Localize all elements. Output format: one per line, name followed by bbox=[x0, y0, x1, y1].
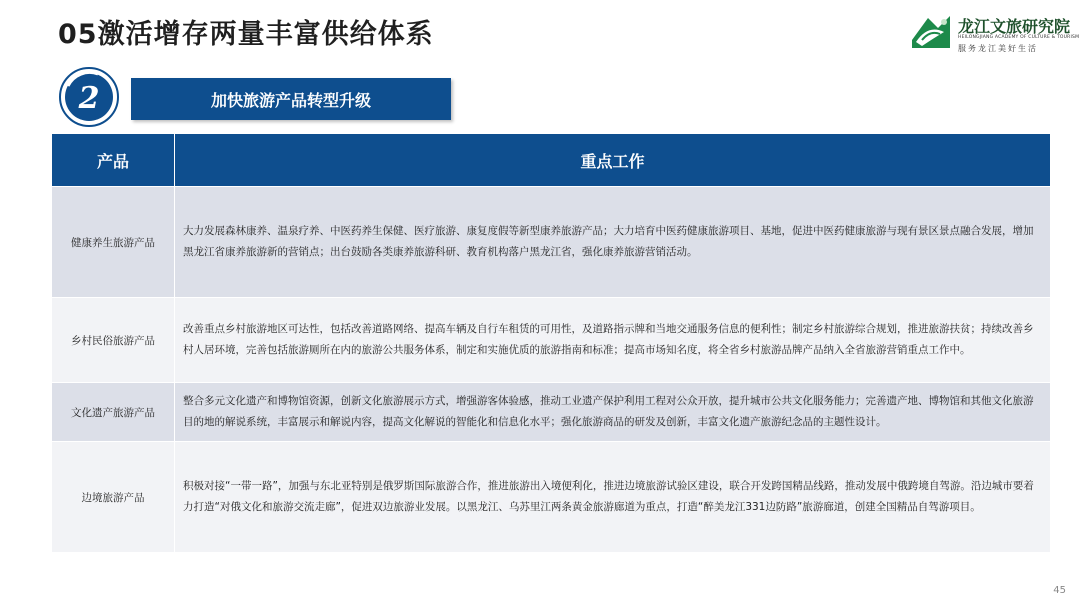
logo-name: 龙江文旅研究院 bbox=[958, 17, 1071, 36]
section-number-badge bbox=[58, 66, 120, 128]
row-focus: 整合多元文化遗产和博物馆资源，创新文化旅游展示方式，增强游客体验感，推动工业遗产保护利用工程对公众开放，提升城市公共文化服务能力；完善遗产地、博物馆和其他文化旅游目的地的解说系统，丰富展示和解说内容，提高文化解说的智能化和信息化水平；强化旅游商品的研发及创新，丰富文化遗产旅游纪念品的主题性设计。 bbox=[183, 395, 1034, 428]
leaf-mountain-logo-icon bbox=[908, 10, 954, 56]
row-product: 健康养生旅游产品 bbox=[52, 187, 175, 297]
badge-number: 2 bbox=[78, 81, 100, 116]
logo-english-name: HEILONGJIANG ACADEMY OF CULTURE & TOURISM bbox=[958, 35, 1080, 40]
table-row bbox=[52, 186, 1050, 297]
section-heading: 加快旅游产品转型升级 bbox=[131, 78, 451, 120]
row-focus: 积极对接“一带一路”，加强与东北亚特别是俄罗斯国际旅游合作，推进旅游出入境便利化，推进边境旅游试验区建设，联合开发跨国精品线路，推动发展中俄跨境自驾游。沿边城市要着力打造“对俄文化和旅游交流走廊”，促进双边旅游业发展。以黑龙江、乌苏里江两条黄金旅游廊道为重点，打造“醉美龙江331边防路”旅游廊道，创建全国精品自驾游项目。 bbox=[183, 480, 1034, 513]
row-product: 文化遗产旅游产品 bbox=[52, 383, 175, 441]
table-row bbox=[52, 441, 1050, 552]
row-product: 乡村民俗旅游产品 bbox=[52, 298, 175, 382]
row-focus: 改善重点乡村旅游地区可达性，包括改善道路网络、提高车辆及自行车租赁的可用性，及道路指示牌和当地交通服务信息的便利性；制定乡村旅游综合规划，推进旅游扶贫；持续改善乡村人居环境，完善包括旅游厕所在内的旅游公共服务体系，制定和实施优质的旅游指南和标准；提高市场知名度，将全省乡村旅游品牌产品纳入全省旅游营销重点工作中。 bbox=[183, 323, 1034, 356]
header-focus: 重点工作 bbox=[580, 151, 645, 171]
page-title: 05激活增存两量丰富供给体系 bbox=[58, 19, 434, 50]
product-table bbox=[52, 134, 1050, 552]
table-row bbox=[52, 297, 1050, 382]
header-product: 产品 bbox=[52, 134, 175, 186]
row-focus: 大力发展森林康养、温泉疗养、中医药养生保健、医疗旅游、康复度假等新型康养旅游产品；大力培育中医药健康旅游项目、基地，促进中医药健康旅游与现有景区景点融合发展，增加黑龙江省康养旅游新的营销点；出台鼓励各类康养旅游科研、教育机构落户黑龙江省，强化康养旅游营销活动。 bbox=[183, 225, 1034, 258]
table-header bbox=[52, 134, 1050, 186]
page-number: 45 bbox=[1053, 585, 1066, 596]
table-row bbox=[52, 382, 1050, 441]
row-product: 边境旅游产品 bbox=[52, 442, 175, 552]
logo-slogan: 服务龙江美好生活 bbox=[958, 44, 1038, 53]
institute-logo bbox=[908, 10, 1080, 56]
